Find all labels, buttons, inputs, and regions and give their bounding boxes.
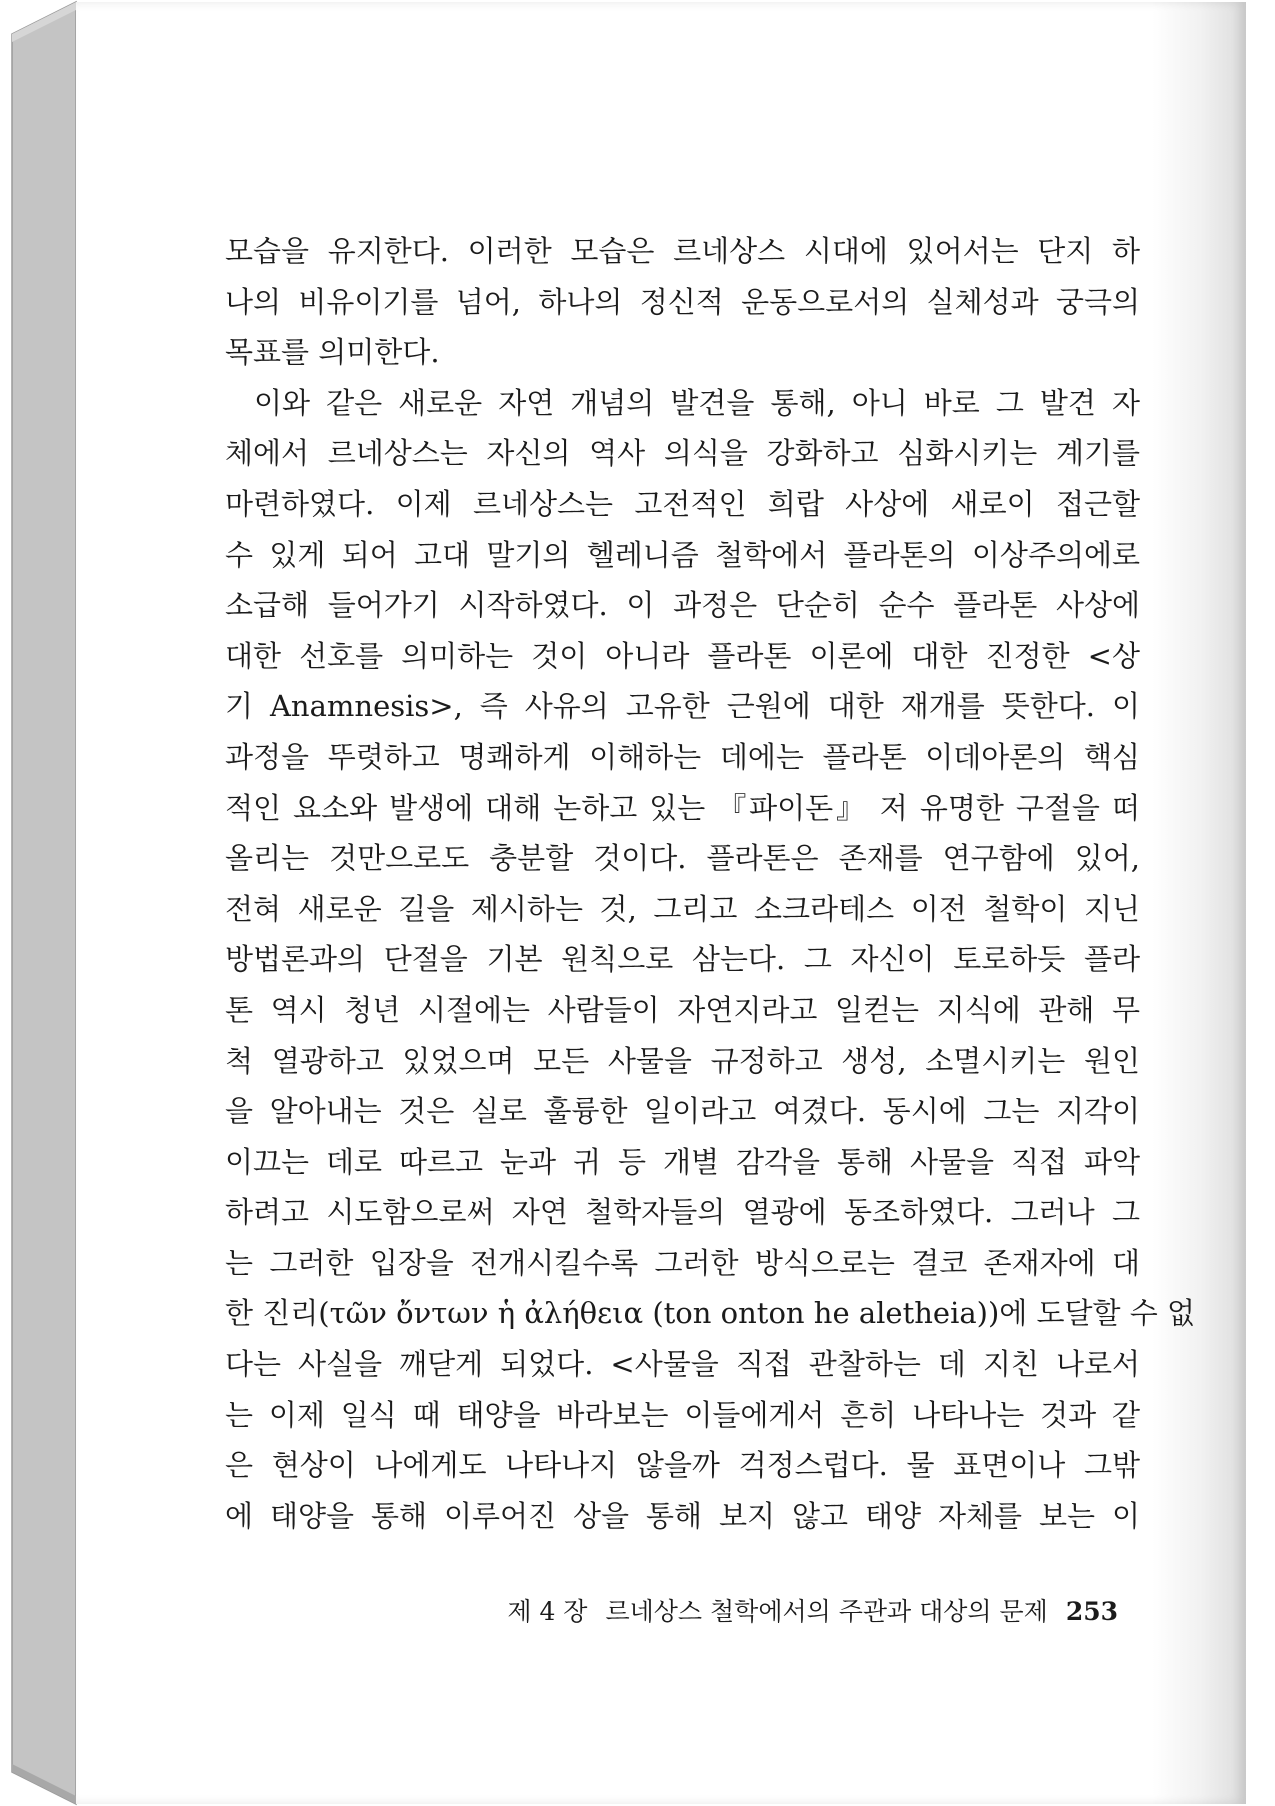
text-line: 수 있게 되어 고대 말기의 헬레니즘 철학에서 플라톤의 이상주의에로: [225, 537, 1140, 572]
text-line: 나의 비유이기를 넘어, 하나의 정신적 운동으로서의 실체성과 궁극의: [225, 284, 1140, 319]
text-line: 과정을 뚜렷하고 명쾌하게 이해하는 데에는 플라톤 이데아론의 핵심: [225, 739, 1140, 774]
text-line: 목표를 의미한다.: [225, 335, 440, 370]
body-text: [225, 226, 1196, 1541]
text-line: 대한 선호를 의미하는 것이 아니라 플라톤 이론에 대한 진정한 <상: [225, 638, 1140, 673]
chapter-title: 르네상스 철학에서의 주관과 대상의 문제: [605, 1597, 1048, 1626]
chapter-label: 제 4 장: [507, 1597, 588, 1626]
text-line: 에 태양을 통해 이루어진 상을 통해 보지 않고 태양 자체를 보는 이: [225, 1498, 1140, 1533]
text-line: 는 그러한 입장을 전개시킬수록 그러한 방식으로는 결코 존재자에 대: [225, 1245, 1140, 1280]
text-line: 이와 같은 새로운 자연 개념의 발견을 통해, 아니 바로 그 발견 자: [254, 385, 1140, 420]
text-line: 이끄는 데로 따르고 눈과 귀 등 개별 감각을 통해 사물을 직접 파악: [225, 1144, 1140, 1179]
text-line: 전혀 새로운 길을 제시하는 것, 그리고 소크라테스 이전 철학이 지닌: [225, 891, 1140, 926]
text-line: 다는 사실을 깨닫게 되었다. <사물을 직접 관찰하는 데 지친 나로서: [225, 1347, 1140, 1382]
text-line: 적인 요소와 발생에 대해 논하고 있는 『파이돈』 저 유명한 구절을 떠: [225, 790, 1140, 825]
text-line: 마련하였다. 이제 르네상스는 고전적인 희랍 사상에 새로이 접근할: [225, 486, 1140, 521]
text-line: 방법론과의 단절을 기본 원칙으로 삼는다. 그 자신이 토로하듯 플라: [225, 942, 1140, 977]
text-line: 모습을 유지한다. 이러한 모습은 르네상스 시대에 있어서는 단지 하: [225, 234, 1140, 268]
text-line: 은 현상이 나에게도 나타나지 않을까 걱정스럽다. 물 표면이나 그밖: [225, 1448, 1140, 1483]
text-line: 을 알아내는 것은 실로 훌륭한 일이라고 여겼다. 동시에 그는 지각이: [225, 1094, 1140, 1129]
text-line: 체에서 르네상스는 자신의 역사 의식을 강화하고 심화시키는 계기를: [225, 436, 1140, 471]
page-number: 253: [1065, 1597, 1118, 1626]
text-line: 척 열광하고 있었으며 모든 사물을 규정하고 생성, 소멸시키는 원인: [225, 1043, 1140, 1078]
text-line: 는 이제 일식 때 태양을 바라보는 이들에게서 흔히 나타나는 것과 같: [225, 1397, 1140, 1432]
text-line: 소급해 들어가기 시작하였다. 이 과정은 단순히 순수 플라톤 사상에: [225, 588, 1140, 623]
text-line: 기 Anamnesis>, 즉 사유의 고유한 근원에 대한 재개를 뜻한다. 이: [225, 689, 1140, 724]
text-line: 올리는 것만으로도 충분할 것이다. 플라톤은 존재를 연구함에 있어,: [225, 841, 1140, 876]
running-footer: [498, 1592, 1118, 1632]
text-line: 하려고 시도함으로써 자연 철학자들의 열광에 동조하였다. 그러나 그: [225, 1195, 1140, 1230]
text-line: 한 진리(τῶν ὄντων ἡ ἀλήθεια (ton onton he aletheia))에 도달할 수 없: [225, 1296, 1196, 1331]
text-line: 톤 역시 청년 시절에는 사람들이 자연지라고 일컫는 지식에 관해 무: [225, 992, 1140, 1027]
